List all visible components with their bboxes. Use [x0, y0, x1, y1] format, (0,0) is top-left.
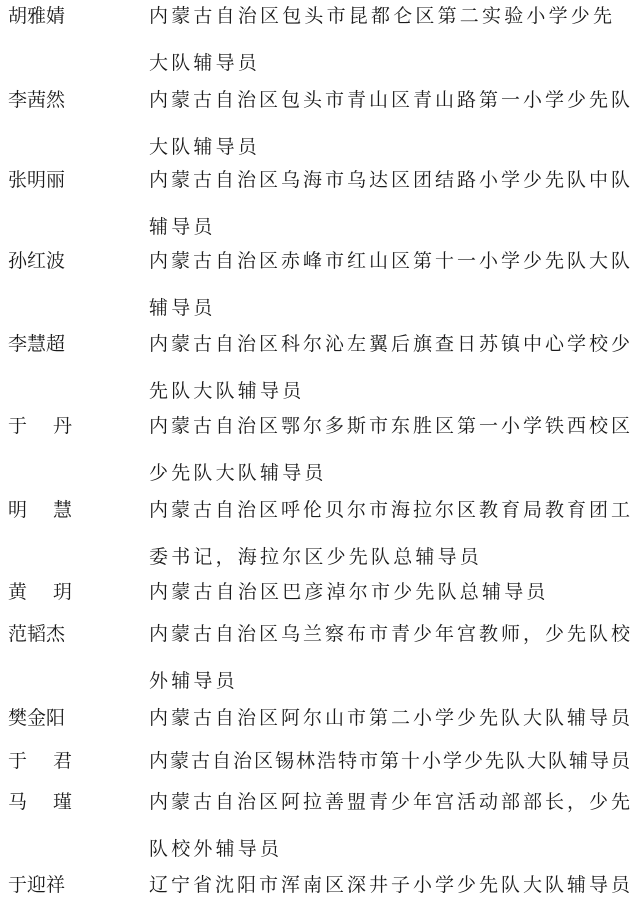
description-line: 外辅导员 — [149, 670, 238, 692]
description-line: 内蒙古自治区乌兰察布市青少年宫教师，少先队校 — [149, 623, 634, 645]
description-line: 内蒙古自治区呼伦贝尔市海拉尔区教育局教育团工 — [149, 499, 634, 521]
person-name: 胡雅婧 — [8, 5, 66, 27]
description-line: 大队辅导员 — [149, 52, 261, 74]
person-name: 李茜然 — [8, 89, 66, 111]
person-name: 黄玥 — [8, 581, 99, 603]
person-description — [149, 412, 633, 506]
person-name: 于丹 — [8, 415, 99, 437]
person-description — [149, 788, 633, 882]
person-description — [149, 496, 633, 590]
person-description — [149, 871, 633, 918]
person-name: 于迎祥 — [8, 874, 66, 896]
description-line: 内蒙古自治区巴彦淖尔市少先队总辅导员 — [149, 581, 549, 603]
description-line: 先队大队辅导员 — [149, 380, 305, 402]
description-line: 委书记，海拉尔区少先队总辅导员 — [149, 546, 483, 568]
person-description — [149, 747, 633, 794]
person-name: 张明丽 — [8, 169, 66, 191]
description-line: 内蒙古自治区阿尔山市第二小学少先队大队辅导员 — [149, 707, 634, 729]
description-line: 大队辅导员 — [149, 136, 261, 158]
description-line: 队校外辅导员 — [149, 838, 283, 860]
person-description — [149, 166, 633, 260]
description-line: 内蒙古自治区乌海市乌达区团结路小学少先队中队 — [149, 169, 634, 191]
description-line: 少先队大队辅导员 — [149, 462, 327, 484]
person-name: 孙红波 — [8, 250, 66, 272]
description-line: 内蒙古自治区包头市昆都仑区第二实验小学少先 — [149, 5, 616, 27]
person-name: 樊金阳 — [8, 707, 66, 729]
description-line: 内蒙古自治区包头市青山区青山路第一小学少先队 — [149, 89, 634, 111]
description-line: 内蒙古自治区赤峰市红山区第十一小学少先队大队 — [149, 250, 634, 272]
person-name: 范韬杰 — [8, 623, 66, 645]
person-name: 于君 — [8, 750, 99, 772]
description-line: 内蒙古自治区科尔沁左翼后旗查日苏镇中心学校少 — [149, 333, 634, 355]
person-description — [149, 704, 633, 751]
person-description — [149, 330, 633, 424]
description-line: 辅导员 — [149, 216, 216, 238]
person-description — [149, 578, 633, 625]
person-description — [149, 620, 633, 714]
person-name: 马瑾 — [8, 791, 99, 813]
person-name: 明慧 — [8, 499, 99, 521]
description-line: 辅导员 — [149, 297, 216, 319]
description-line: 辽宁省沈阳市浑南区深井子小学少先队大队辅导员 — [149, 874, 634, 896]
description-line: 内蒙古自治区阿拉善盟青少年宫活动部部长，少先 — [149, 791, 634, 813]
person-description — [149, 247, 633, 341]
person-description — [149, 2, 633, 96]
person-name: 李慧超 — [8, 333, 66, 355]
description-line: 内蒙古自治区鄂尔多斯市东胜区第一小学铁西校区 — [149, 415, 634, 437]
description-line: 内蒙古自治区锡林浩特市第十小学少先队大队辅导员 — [149, 750, 633, 772]
